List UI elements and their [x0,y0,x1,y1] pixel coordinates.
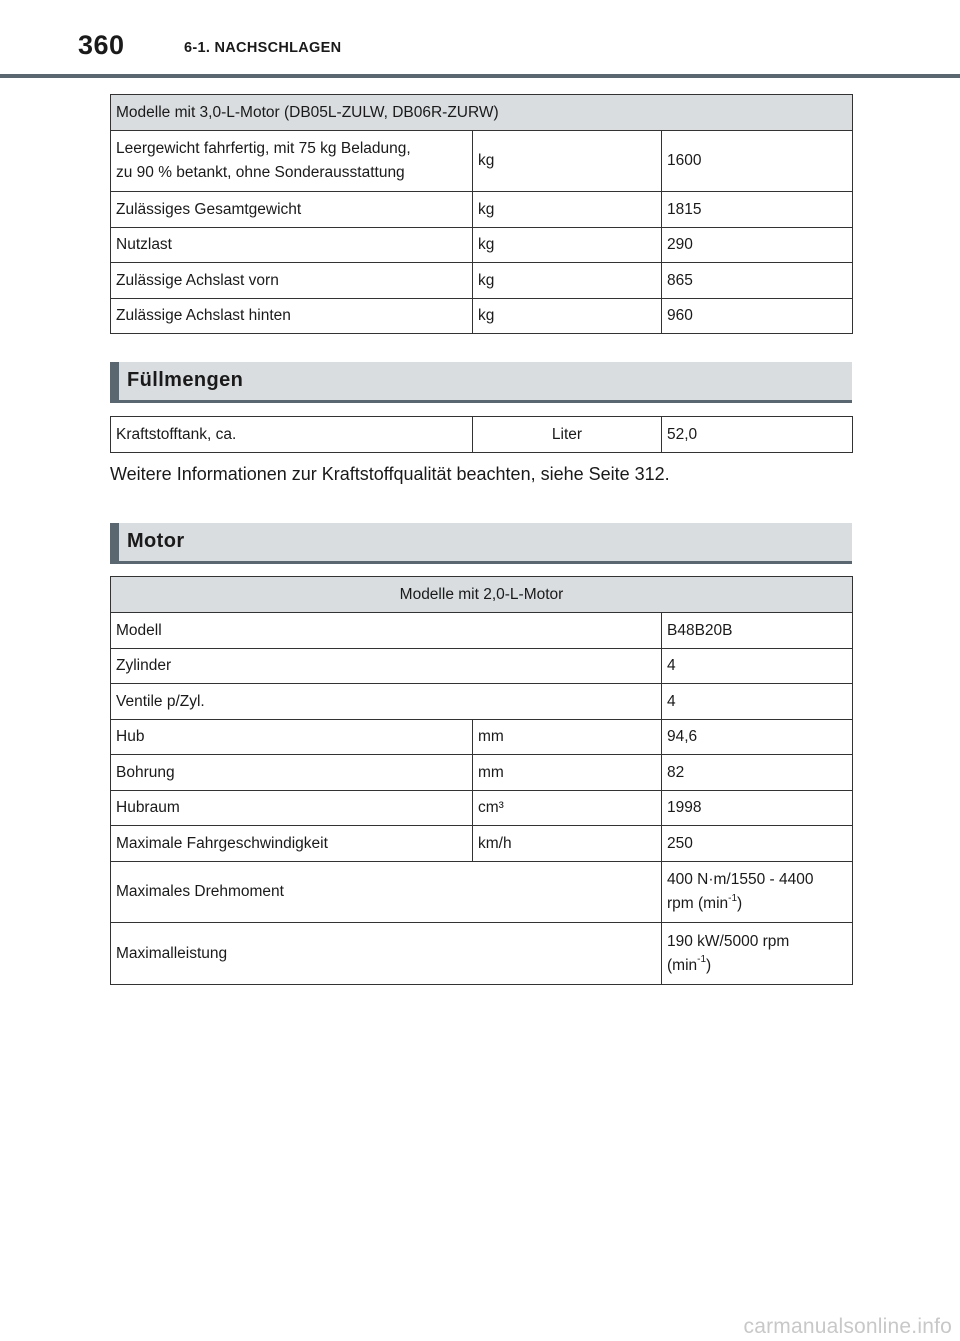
table-cell-label: Zulässige Achslast vorn [111,263,473,299]
table-cell-label: Nutzlast [111,228,473,263]
page-header [0,0,960,80]
table-row [111,417,853,453]
table-cell-unit: mm [473,755,662,791]
table-cell-value: 4 [662,684,853,720]
table-row [111,684,853,720]
table-cell-value: 290 [662,228,853,263]
section-accent [110,523,119,564]
table-cell-unit: km/h [473,826,662,862]
section-title: Motor [127,530,185,552]
value-line: 400 N·m/1550 - 4400 [667,871,814,888]
table-cell-label: Zulässige Achslast hinten [111,299,473,334]
table-cell-unit: Liter [473,417,662,453]
section-accent [110,362,119,403]
table-cell-value: 960 [662,299,853,334]
superscript: -1 [728,892,738,904]
table-row [111,649,853,684]
table-cell-label: Modell [111,613,662,649]
table-cell-label: Bohrung [111,755,473,791]
section-title: Füllmengen [127,369,244,391]
table-cell-unit: cm³ [473,791,662,826]
section-heading-fill [110,362,852,403]
table-row [111,263,853,299]
table-cell-label: Hub [111,720,473,755]
table-row [111,192,853,228]
table-cell-label: Maximales Drehmoment [111,862,662,923]
section-heading-motor [110,523,852,564]
table-cell-unit: kg [473,228,662,263]
header-rule [0,74,960,78]
table-cell-unit: kg [473,192,662,228]
table-cell-label: Zylinder [111,649,662,684]
table-row [111,228,853,263]
value-line: (min [667,956,698,974]
table-cell-value [662,923,853,985]
motor-table-title: Modelle mit 2,0-L-Motor [111,577,853,613]
table-cell-label: Maximale Fahrgeschwindigkeit [111,826,473,862]
table-row [111,791,853,826]
value-close: ) [706,956,712,974]
value-close: ) [737,895,743,912]
table-cell-label: Hubraum [111,791,473,826]
table-cell-unit: kg [473,299,662,334]
table-cell-value: 1815 [662,192,853,228]
table-cell-value: 4 [662,649,853,684]
weights-table-title: Modelle mit 3,0-L-Motor (DB05L-ZULW, DB06R-ZURW) [111,95,853,131]
table-row [111,755,853,791]
table-cell-unit: kg [473,131,662,192]
table-row [111,131,853,192]
table-row [111,862,853,923]
table-row [111,299,853,334]
page-number: 360 [78,30,125,60]
motor-table [110,576,853,985]
watermark: carmanualsonline.info [743,1315,952,1338]
table-row [111,613,853,649]
value-line: 190 kW/5000 rpm [667,932,790,950]
table-row [111,720,853,755]
table-cell-value: 250 [662,826,853,862]
table-cell-label: Zulässiges Gesamtgewicht [111,192,473,228]
table-cell-value [662,862,853,923]
weights-table [110,94,853,334]
superscript: -1 [697,954,707,966]
table-cell-value: 865 [662,263,853,299]
table-cell-label: Maximalleistung [111,923,662,985]
table-cell-label [111,131,473,192]
table-cell-value: 1600 [662,131,853,192]
table-row [111,826,853,862]
chapter-title: 6-1. NACHSCHLAGEN [184,40,342,56]
label-line: zu 90 % betankt, ohne Sonderausstattung [116,164,405,181]
table-cell-unit: kg [473,263,662,299]
table-cell-unit: mm [473,720,662,755]
table-cell-value: 1998 [662,791,853,826]
label-line: Leergewicht fahrfertig, mit 75 kg Beladung, [116,140,411,157]
table-row [111,923,853,985]
fill-table [110,416,853,453]
table-cell-value: B48B20B [662,613,853,649]
value-line: rpm (min [667,895,729,912]
table-cell-value: 82 [662,755,853,791]
table-cell-value: 52,0 [662,417,853,453]
table-cell-label: Kraftstofftank, ca. [111,417,473,453]
table-cell-value: 94,6 [662,720,853,755]
table-cell-label: Ventile p/Zyl. [111,684,662,720]
fuel-quality-note: Weitere Informationen zur Kraftstoffqualität beachten, siehe Seite 312. [110,464,670,484]
